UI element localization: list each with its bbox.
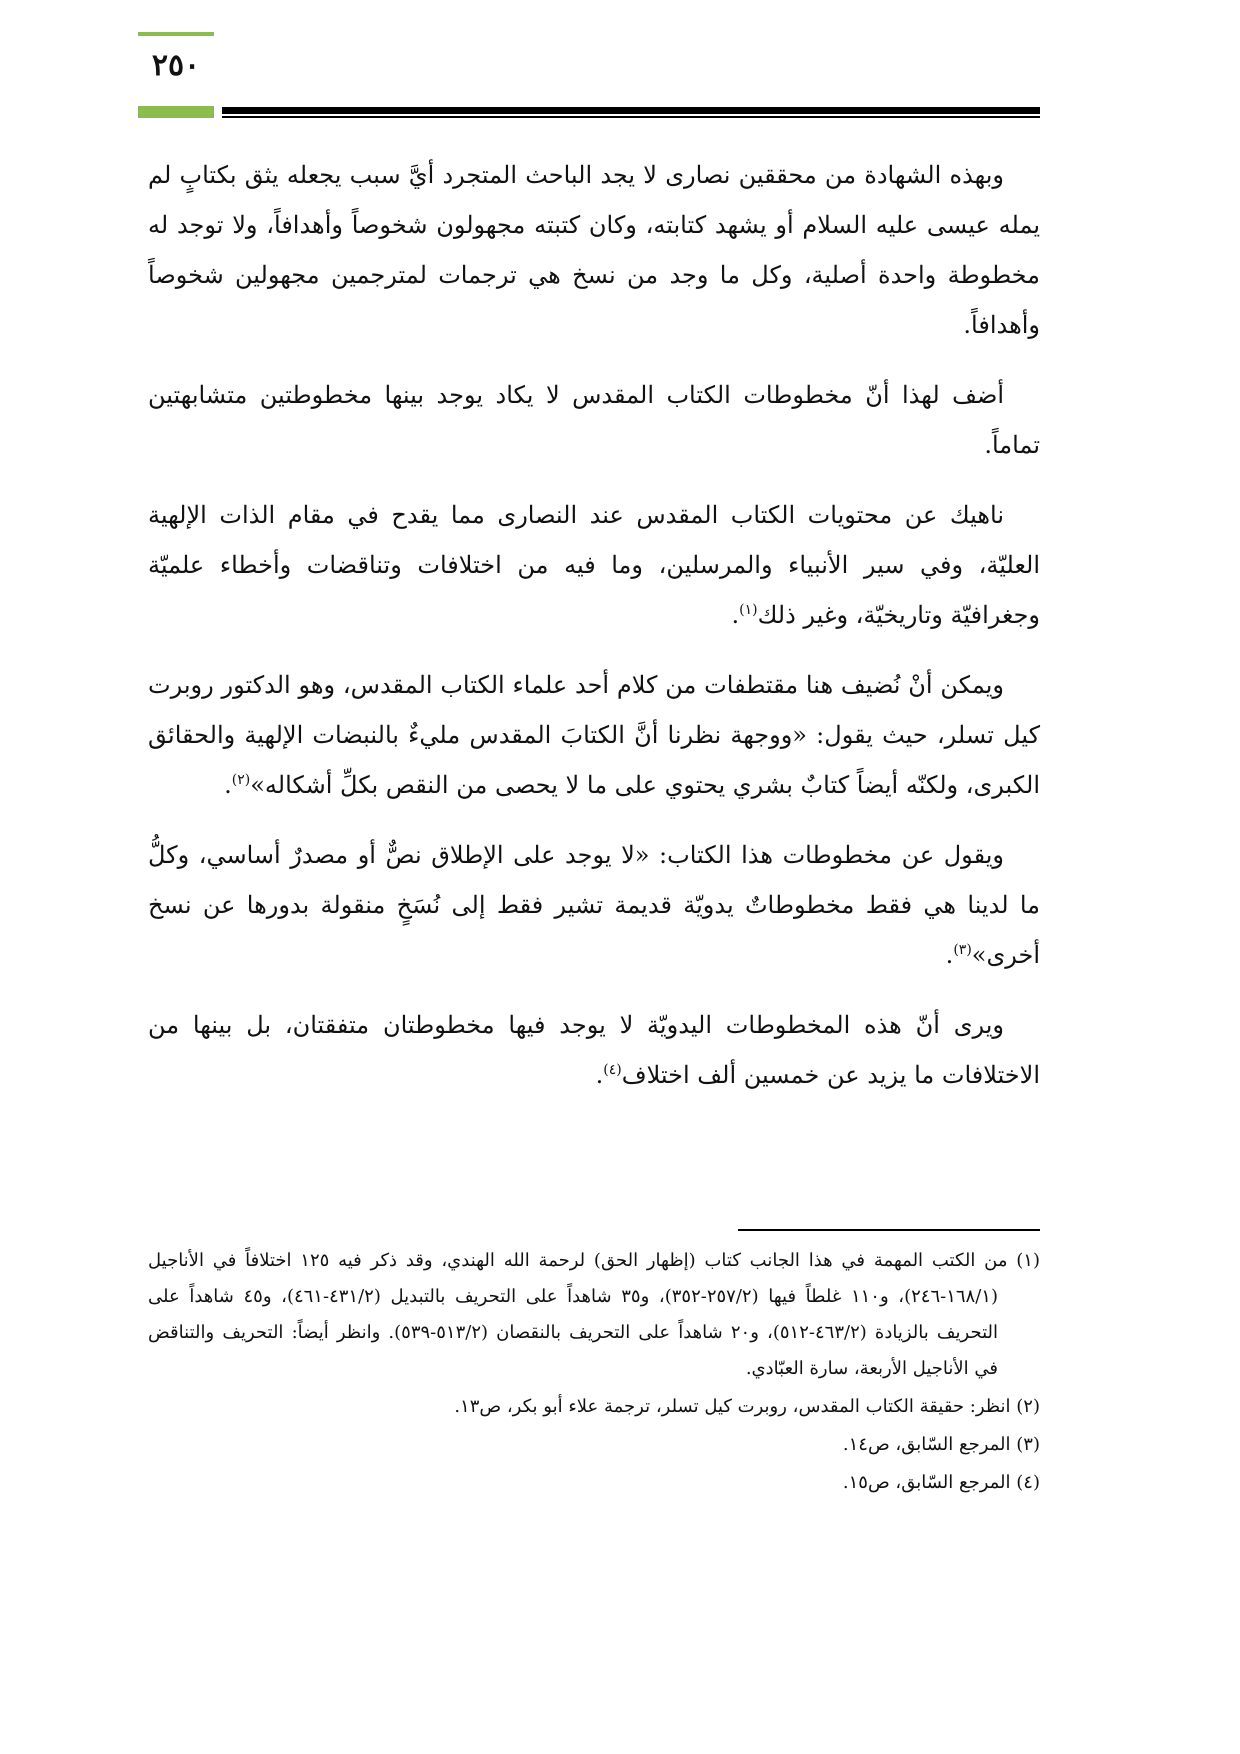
sentence-end: . (224, 771, 232, 799)
header-accent-block (138, 106, 214, 118)
header-accent-bar (138, 32, 214, 36)
header-rule (222, 107, 1040, 114)
footnote: (٣) المرجع السّابق، ص١٤. (842, 1434, 1040, 1455)
paragraph (148, 660, 1040, 810)
footnote-ref[interactable]: (٤) (603, 1062, 622, 1078)
paragraph-text: وبهذه الشهادة من محققين نصارى لا يجد الباحث المتجرد أيَّ سبب يجعله يثق بكتابٍ لم يمله عيسى عليه السلام أو يشهد كتابته، وكان كتبته مجهولون شخوصاً وأهدافاً، ولا توجد له مخطوطة واحدة أصلية، وكل ما وجد من نسخ هي ترجمات لمترجمين مجهولين شخوصاً وأهدافاً. (148, 161, 1040, 339)
sentence-end: . (731, 601, 740, 629)
footnote-ref[interactable]: (٢) (231, 772, 251, 788)
footnote: (٢) انظر: حقيقة الكتاب المقدس، روبرت كيل تسلر، ترجمة علاء أبو بكر، ص١٣. (454, 1396, 1040, 1417)
sentence-end: . (595, 1061, 604, 1089)
paragraph (148, 370, 1040, 470)
body-text (148, 150, 1040, 1120)
footnote-ref[interactable]: (٣) (953, 942, 972, 958)
paragraph (148, 150, 1040, 350)
paragraph (148, 830, 1040, 980)
footnote: (٤) المرجع السّابق، ص١٥. (842, 1472, 1040, 1493)
footnote-separator (738, 1229, 1040, 1231)
paragraph-text: ناهيك عن محتويات الكتاب المقدس عند النصارى مما يقدح في مقام الذات الإلهية العليّة، وفي سير الأنبياء والمرسلين، وما فيه من اختلافات وتناقضات وأخطاء علميّة وجغرافيّة وتاريخيّة، وغير ذلك (148, 501, 1040, 629)
sentence-end: . (945, 941, 954, 969)
paragraph (148, 490, 1040, 640)
paragraph-text: أضف لهذا أنّ مخطوطات الكتاب المقدس لا يكاد يوجد بينها مخطوطتين متشابهتين تماماً. (148, 381, 1040, 459)
page-number: ٢٥٠ (151, 48, 201, 83)
footnote: (١) من الكتب المهمة في هذا الجانب كتاب (إظهار الحق) لرحمة الله الهندي، وقد ذكر فيه ١٢٥ اختلافاً في الأناجيل (١٦٨/١-٢٤٦)، و١١٠ غلطاً فيها (٢٥٧/٢-٣٥٢)، و٣٥ شاهداً على التحريف بالتبديل (٤٣١/٢-٤٦١)، و٤٥ شاهداً على التحريف بالزيادة (٤٦٣/٢-٥١٢)، و٢٠ شاهداً على التحريف بالنقصان (٥١٣/٢-٥٣٩). وانظر أيضاً: التحريف والتناقض في الأناجيل الأربعة، سارة العبّادي. (148, 1250, 1040, 1379)
paragraph (148, 1000, 1040, 1100)
paragraph-text: ويرى أنّ هذه المخطوطات اليدويّة لا يوجد فيها مخطوطتان متفقتان، بل بينها من الاختلافات ما يزيد عن خمسين ألف اختلاف (148, 1011, 1040, 1089)
paragraph-text: ويمكن أنْ نُضيف هنا مقتطفات من كلام أحد علماء الكتاب المقدس، وهو الدكتور روبرت كيل تسلر، حيث يقول: «ووجهة نظرنا أنَّ الكتابَ المقدس مليءٌ بالنبضات الإلهية والحقائق الكبرى، ولكنّه أيضاً كتابٌ بشري يحتوي على ما لا يحصى من النقص بكلِّ أشكاله» (148, 671, 1040, 799)
footnote-ref[interactable]: (١) (739, 602, 758, 618)
paragraph-text: ويقول عن مخطوطات هذا الكتاب: «لا يوجد على الإطلاق نصٌّ أو مصدرٌ أساسي، وكلُّ ما لدينا هي فقط مخطوطاتٌ يدويّة قديمة تشير فقط إلى نُسَخٍ منقولة بدورها عن نسخ أخرى» (148, 841, 1040, 969)
footnotes (148, 1243, 1040, 1503)
header-rule-thin (222, 116, 1040, 118)
